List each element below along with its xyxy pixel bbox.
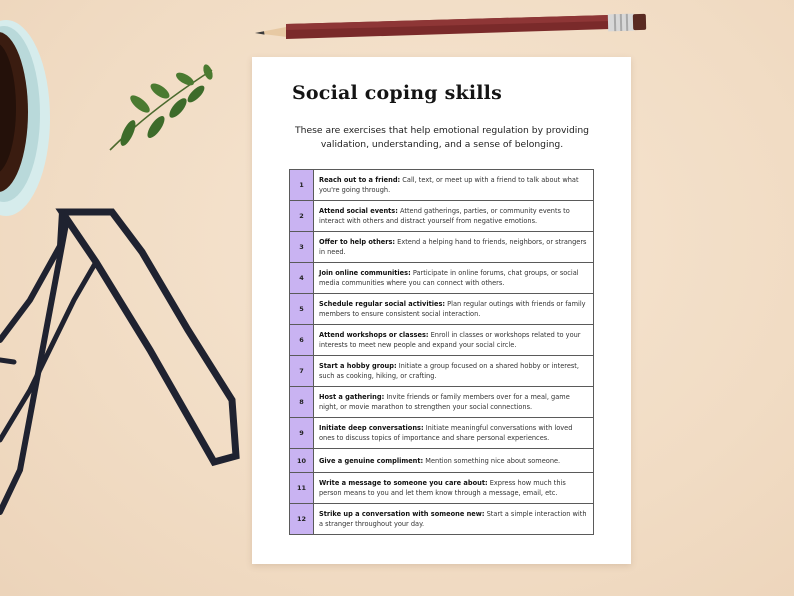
row-lead: Initiate deep conversations:	[319, 424, 424, 432]
skills-table	[289, 169, 594, 535]
row-text: Start a simple interaction with a stranger throughout your day.	[319, 510, 587, 528]
table-row	[290, 449, 594, 473]
row-description	[314, 170, 594, 201]
row-number: 6	[290, 325, 314, 356]
row-description	[314, 232, 594, 263]
row-number: 5	[290, 294, 314, 325]
row-number: 4	[290, 263, 314, 294]
row-number: 7	[290, 356, 314, 387]
table-row	[290, 294, 594, 325]
row-lead: Host a gathering:	[319, 393, 385, 401]
row-lead: Strike up a conversation with someone new:	[319, 510, 485, 518]
row-description	[314, 356, 594, 387]
row-description	[314, 325, 594, 356]
table-row	[290, 356, 594, 387]
row-number: 12	[290, 504, 314, 535]
row-text: Call, text, or meet up with a friend to talk about what you're going through.	[319, 176, 579, 194]
document-title: Social coping skills	[292, 82, 502, 104]
row-number: 1	[290, 170, 314, 201]
coffee-mug-icon	[0, 20, 50, 216]
eyeglasses-icon	[0, 212, 236, 512]
row-text: Extend a helping hand to friends, neighbors, or strangers in need.	[319, 238, 587, 256]
row-description	[314, 263, 594, 294]
row-lead: Start a hobby group:	[319, 362, 397, 370]
table-row	[290, 504, 594, 535]
row-text: Plan regular outings with friends or family members to ensure consistent social interaction.	[319, 300, 586, 318]
row-text: Initiate meaningful conversations with loved ones to discuss topics of importance and share personal experiences.	[319, 424, 573, 442]
row-lead: Schedule regular social activities:	[319, 300, 446, 308]
document-subtitle: These are exercises that help emotional regulation by providing validation, understanding, and a sense of belonging.	[295, 125, 589, 150]
row-number: 2	[290, 201, 314, 232]
table-row	[290, 473, 594, 504]
row-lead: Join online communities:	[319, 269, 411, 277]
row-lead: Give a genuine compliment:	[319, 456, 424, 465]
row-description	[314, 449, 594, 473]
row-lead: Offer to help others:	[319, 238, 396, 246]
row-text: Participate in online forums, chat groups, or social media communities where you can connect with others.	[319, 269, 579, 287]
table-row	[290, 201, 594, 232]
table-row	[290, 387, 594, 418]
row-lead: Attend workshops or classes:	[319, 331, 429, 339]
row-number: 8	[290, 387, 314, 418]
skills-table-body	[290, 170, 594, 535]
row-description	[314, 473, 594, 504]
row-lead: Reach out to a friend:	[319, 176, 401, 184]
row-text: Invite friends or family members over for a meal, game night, or movie marathon to strengthen your social connections.	[319, 393, 570, 411]
row-description	[314, 418, 594, 449]
pencil-icon	[255, 14, 646, 39]
row-number: 3	[290, 232, 314, 263]
row-text: Enroll in classes or workshops related to your interests to meet new people and expand your social circle.	[319, 331, 581, 349]
row-number: 10	[290, 449, 314, 473]
row-description	[314, 294, 594, 325]
row-lead: Attend social events:	[319, 207, 398, 215]
row-lead: Write a message to someone you care about:	[319, 479, 488, 487]
leaf-sprig-icon	[110, 63, 214, 150]
row-text: Initiate a group focused on a shared hobby or interest, such as cooking, hiking, or crafting.	[319, 362, 579, 380]
table-row	[290, 325, 594, 356]
table-row	[290, 170, 594, 201]
row-text: Attend gatherings, parties, or community events to interact with others and distract yourself from negative emotions.	[319, 207, 570, 225]
table-row	[290, 418, 594, 449]
row-number: 11	[290, 473, 314, 504]
row-description	[314, 387, 594, 418]
row-text: Mention something nice about someone.	[423, 456, 561, 465]
row-description	[314, 504, 594, 535]
table-row	[290, 232, 594, 263]
row-text: Express how much this person means to you and let them know through a message, email, etc.	[319, 479, 566, 497]
row-description	[314, 201, 594, 232]
table-row	[290, 263, 594, 294]
row-number: 9	[290, 418, 314, 449]
